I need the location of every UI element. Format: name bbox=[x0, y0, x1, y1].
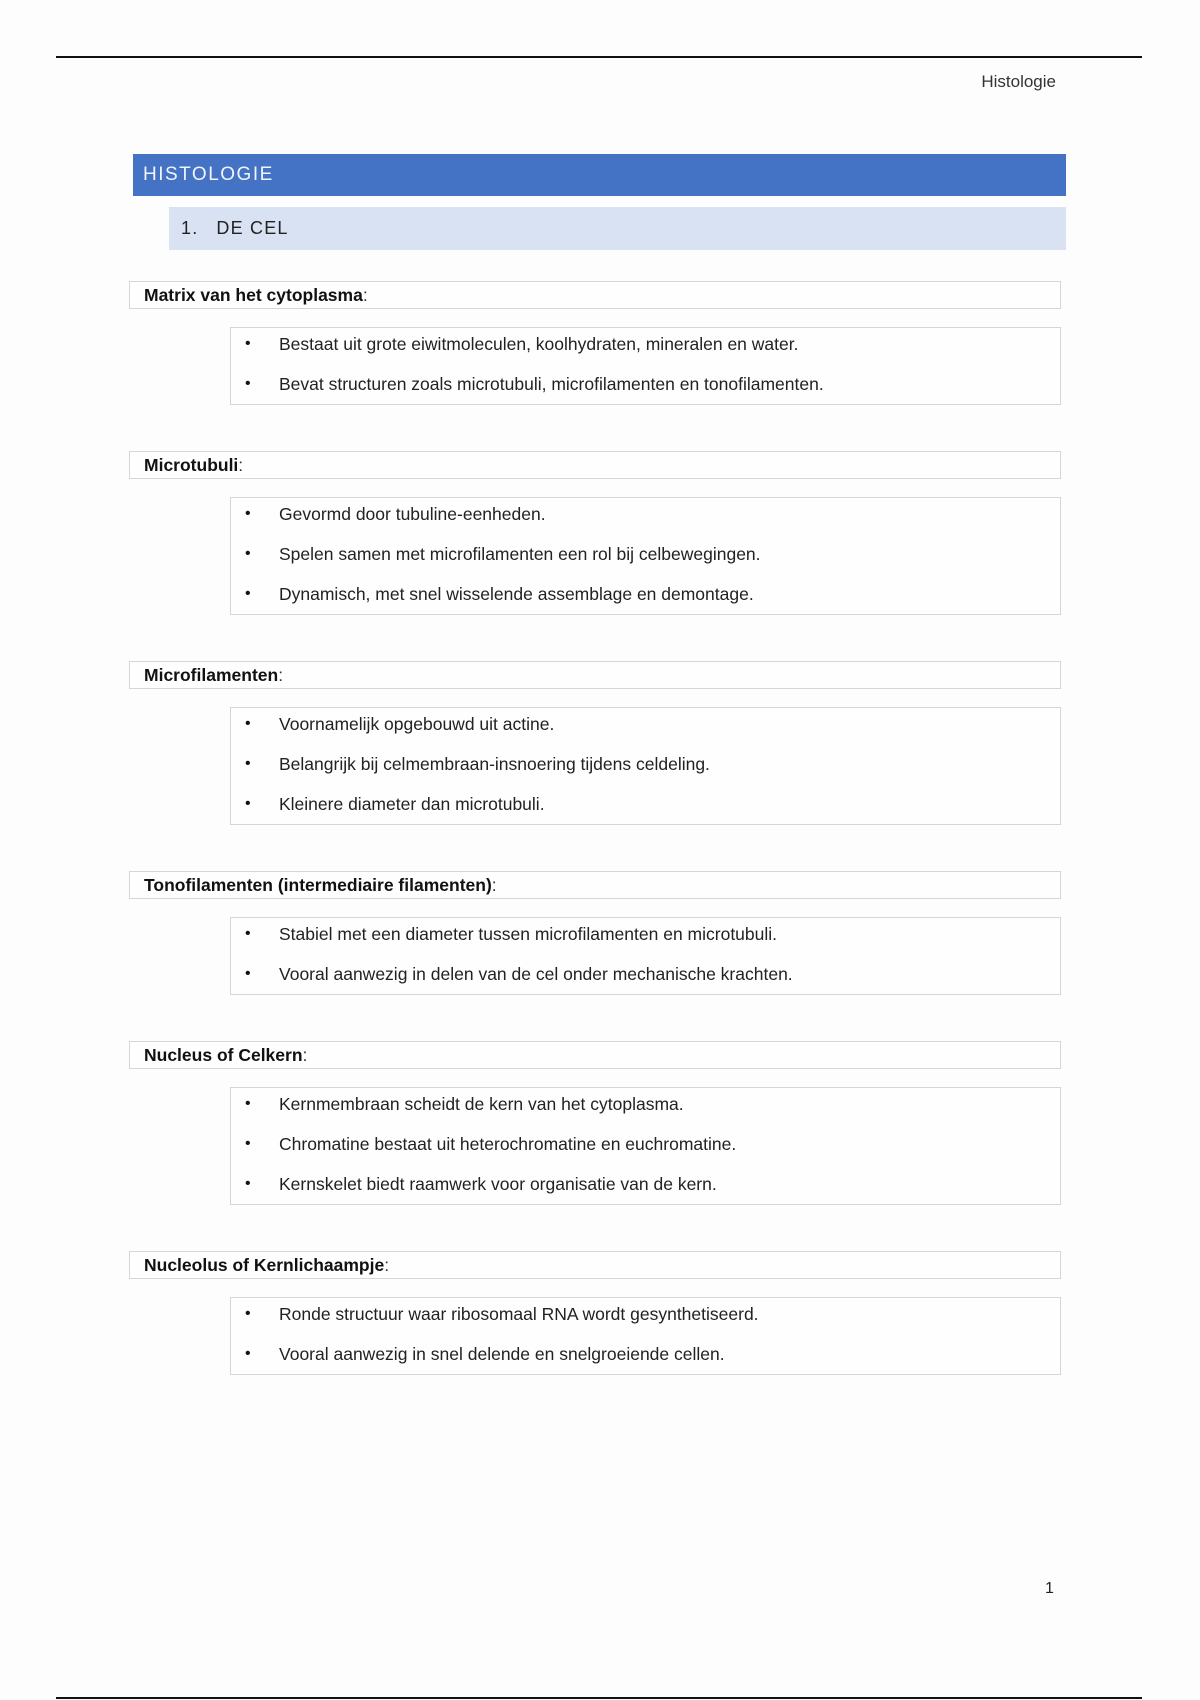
list-item-text: Stabiel met een diameter tussen microfilamenten en microtubuli. bbox=[279, 924, 778, 944]
list-item-text: Bestaat uit grote eiwitmoleculen, koolhydraten, mineralen en water. bbox=[279, 334, 799, 354]
bullet-icon: • bbox=[245, 925, 251, 942]
heading-1: HISTOLOGIE bbox=[133, 154, 1066, 196]
definition-section bbox=[129, 281, 1061, 451]
list-item-text: Kleinere diameter dan microtubuli. bbox=[279, 794, 545, 814]
list-item-text: Spelen samen met microfilamenten een rol bij celbewegingen. bbox=[279, 544, 761, 564]
bullet-icon: • bbox=[245, 335, 251, 352]
section-colon: : bbox=[491, 875, 497, 895]
bullet-icon: • bbox=[245, 545, 251, 562]
list-item bbox=[231, 534, 1060, 574]
list-item bbox=[231, 1334, 1060, 1374]
bullet-icon: • bbox=[245, 1175, 251, 1192]
section-colon: : bbox=[278, 665, 284, 685]
bullet-icon: • bbox=[245, 1095, 251, 1112]
list-item bbox=[231, 574, 1060, 614]
bullet-list bbox=[230, 1297, 1061, 1375]
list-item bbox=[231, 1124, 1060, 1164]
bullet-list bbox=[230, 1087, 1061, 1205]
section-title bbox=[129, 1041, 1061, 1069]
definition-section bbox=[129, 451, 1061, 661]
bullet-icon: • bbox=[245, 715, 251, 732]
heading-2 bbox=[169, 207, 1066, 250]
section-spacer bbox=[129, 1011, 1061, 1041]
bullet-list bbox=[230, 327, 1061, 405]
list-item bbox=[231, 784, 1060, 824]
section-term: Nucleolus of Kernlichaampje bbox=[144, 1255, 385, 1275]
section-colon: : bbox=[362, 285, 368, 305]
section-term: Matrix van het cytoplasma bbox=[144, 285, 363, 305]
list-item-text: Vooral aanwezig in snel delende en snelgroeiende cellen. bbox=[279, 1344, 725, 1364]
heading-2-title: DE CEL bbox=[216, 218, 289, 238]
list-item bbox=[231, 498, 1060, 534]
section-title bbox=[129, 871, 1061, 899]
section-colon: : bbox=[302, 1045, 308, 1065]
section-term: Tonofilamenten (intermediaire filamenten) bbox=[144, 875, 492, 895]
section-colon: : bbox=[238, 455, 244, 475]
list-item bbox=[231, 328, 1060, 364]
section-spacer bbox=[129, 421, 1061, 451]
bullet-icon: • bbox=[245, 505, 251, 522]
list-item-text: Belangrijk bij celmembraan-insnoering tijdens celdeling. bbox=[279, 754, 710, 774]
section-colon: : bbox=[384, 1255, 390, 1275]
bullet-icon: • bbox=[245, 965, 251, 982]
list-item bbox=[231, 954, 1060, 994]
section-spacer bbox=[129, 1391, 1061, 1421]
bullet-icon: • bbox=[245, 795, 251, 812]
heading-2-number: 1. bbox=[181, 218, 199, 238]
list-item bbox=[231, 708, 1060, 744]
footer-rule bbox=[56, 1697, 1142, 1699]
sections-container bbox=[129, 281, 1061, 1421]
list-item bbox=[231, 918, 1060, 954]
list-item-text: Voornamelijk opgebouwd uit actine. bbox=[279, 714, 555, 734]
list-item-text: Kernskelet biedt raamwerk voor organisatie van de kern. bbox=[279, 1174, 717, 1194]
page-number: 1 bbox=[1045, 1580, 1054, 1597]
list-item bbox=[231, 1164, 1060, 1204]
list-item-text: Chromatine bestaat uit heterochromatine en euchromatine. bbox=[279, 1134, 737, 1154]
bullet-icon: • bbox=[245, 585, 251, 602]
bullet-icon: • bbox=[245, 375, 251, 392]
list-item-text: Ronde structuur waar ribosomaal RNA wordt gesynthetiseerd. bbox=[279, 1304, 759, 1324]
header-rule bbox=[56, 56, 1142, 58]
bullet-icon: • bbox=[245, 755, 251, 772]
list-item-text: Vooral aanwezig in delen van de cel onder mechanische krachten. bbox=[279, 964, 793, 984]
section-spacer bbox=[129, 1221, 1061, 1251]
section-spacer bbox=[129, 841, 1061, 871]
section-term: Nucleus of Celkern bbox=[144, 1045, 303, 1065]
bullet-list bbox=[230, 917, 1061, 995]
running-header: Histologie bbox=[981, 72, 1056, 91]
definition-section bbox=[129, 1041, 1061, 1251]
definition-section bbox=[129, 661, 1061, 871]
list-item-text: Dynamisch, met snel wisselende assemblage en demontage. bbox=[279, 584, 754, 604]
section-spacer bbox=[129, 631, 1061, 661]
definition-section bbox=[129, 871, 1061, 1041]
bullet-icon: • bbox=[245, 1305, 251, 1322]
list-item-text: Kernmembraan scheidt de kern van het cytoplasma. bbox=[279, 1094, 684, 1114]
section-title bbox=[129, 1251, 1061, 1279]
section-term: Microtubuli bbox=[144, 455, 239, 475]
list-item bbox=[231, 364, 1060, 404]
section-title bbox=[129, 281, 1061, 309]
bullet-icon: • bbox=[245, 1345, 251, 1362]
bullet-list bbox=[230, 497, 1061, 615]
bullet-list bbox=[230, 707, 1061, 825]
bullet-icon: • bbox=[245, 1135, 251, 1152]
section-title bbox=[129, 661, 1061, 689]
list-item bbox=[231, 744, 1060, 784]
list-item-text: Bevat structuren zoals microtubuli, microfilamenten en tonofilamenten. bbox=[279, 374, 824, 394]
definition-section bbox=[129, 1251, 1061, 1421]
section-title bbox=[129, 451, 1061, 479]
list-item-text: Gevormd door tubuline-eenheden. bbox=[279, 504, 546, 524]
section-term: Microfilamenten bbox=[144, 665, 279, 685]
list-item bbox=[231, 1298, 1060, 1334]
list-item bbox=[231, 1088, 1060, 1124]
